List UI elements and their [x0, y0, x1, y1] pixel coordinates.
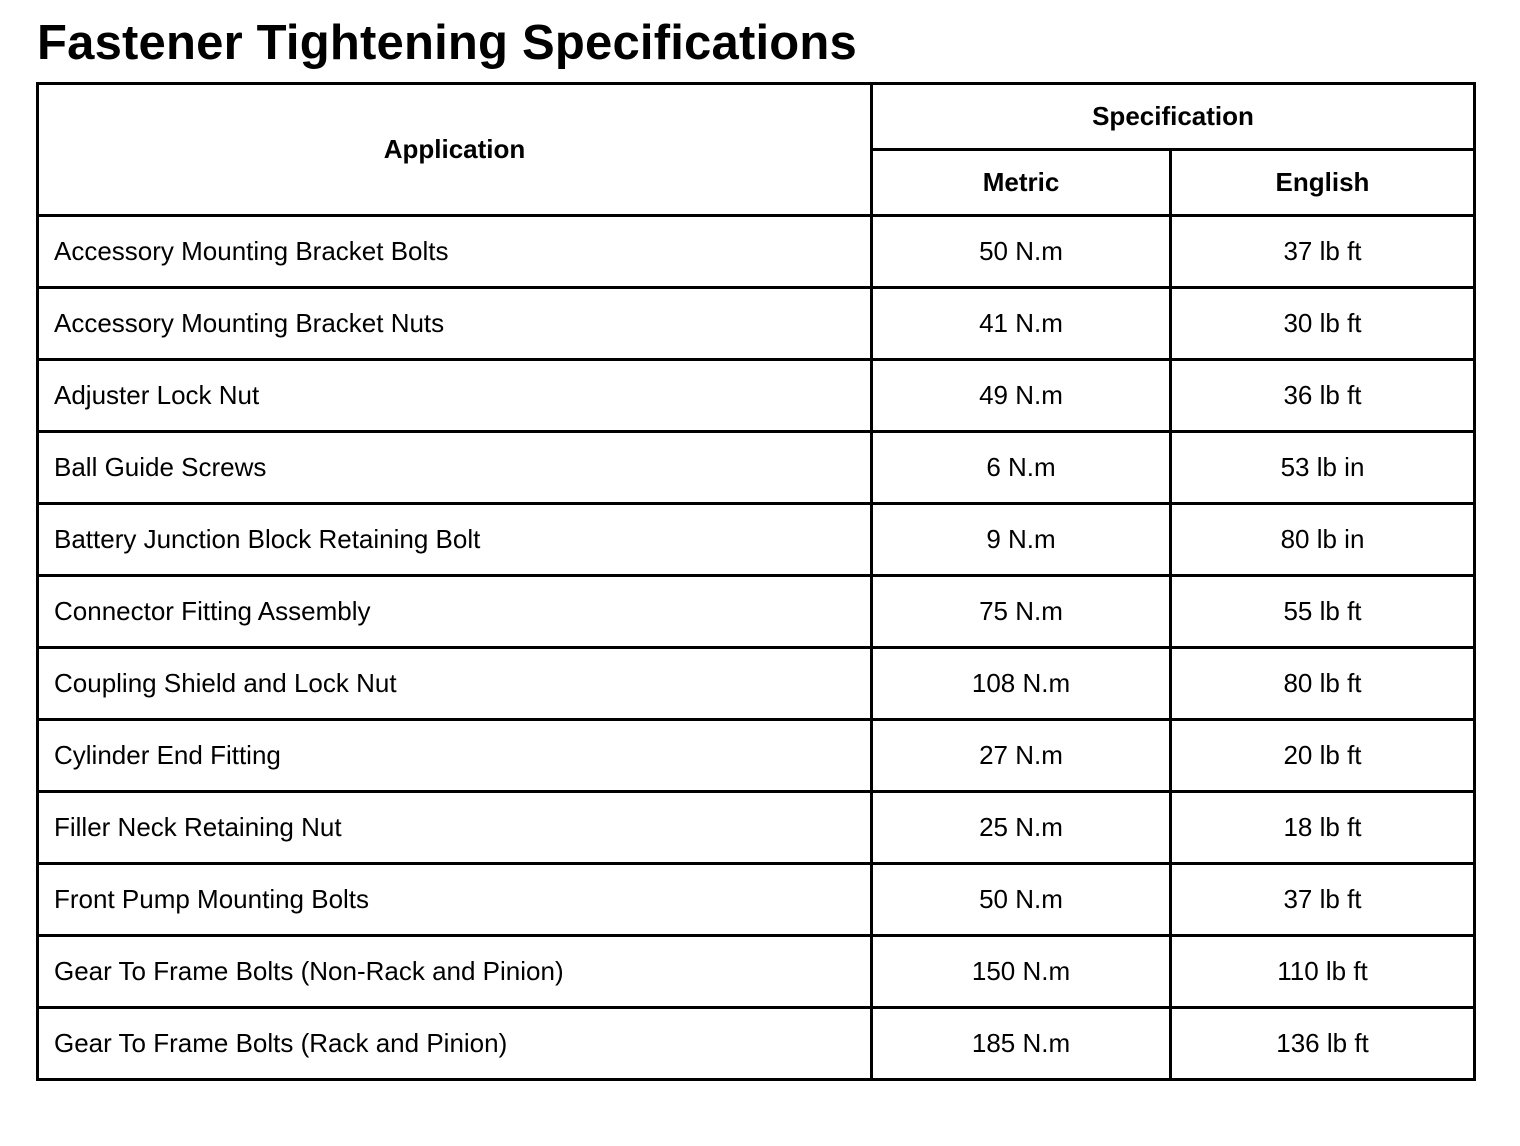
header-row: [38, 84, 1475, 150]
application-cell: Ball Guide Screws: [38, 432, 872, 504]
english-cell: 55 lb ft: [1171, 576, 1475, 648]
table-row: [38, 504, 1475, 576]
page-title: Fastener Tightening Specifications: [37, 16, 857, 70]
table-row: [38, 360, 1475, 432]
application-cell: Connector Fitting Assembly: [38, 576, 872, 648]
english-cell: 80 lb ft: [1171, 648, 1475, 720]
table-row: [38, 432, 1475, 504]
application-cell: Accessory Mounting Bracket Bolts: [38, 216, 872, 288]
table-row: [38, 216, 1475, 288]
metric-cell: 108 N.m: [872, 648, 1171, 720]
english-cell: 36 lb ft: [1171, 360, 1475, 432]
metric-cell: 9 N.m: [872, 504, 1171, 576]
fastener-spec-table: [36, 82, 1476, 1081]
english-cell: 20 lb ft: [1171, 720, 1475, 792]
english-cell: 18 lb ft: [1171, 792, 1475, 864]
table-header: [38, 84, 1475, 216]
metric-cell: 185 N.m: [872, 1008, 1171, 1080]
english-cell: 136 lb ft: [1171, 1008, 1475, 1080]
english-cell: 37 lb ft: [1171, 864, 1475, 936]
english-cell: 110 lb ft: [1171, 936, 1475, 1008]
table-row: [38, 288, 1475, 360]
metric-cell: 6 N.m: [872, 432, 1171, 504]
table-row: [38, 1008, 1475, 1080]
table-row: [38, 720, 1475, 792]
english-cell: 80 lb in: [1171, 504, 1475, 576]
application-header: Application: [38, 84, 872, 216]
application-cell: Gear To Frame Bolts (Rack and Pinion): [38, 1008, 872, 1080]
table-row: [38, 576, 1475, 648]
specification-header: Specification: [872, 84, 1475, 150]
english-cell: 37 lb ft: [1171, 216, 1475, 288]
metric-cell: 50 N.m: [872, 216, 1171, 288]
table-row: [38, 792, 1475, 864]
english-cell: 30 lb ft: [1171, 288, 1475, 360]
application-cell: Adjuster Lock Nut: [38, 360, 872, 432]
metric-cell: 49 N.m: [872, 360, 1171, 432]
metric-cell: 25 N.m: [872, 792, 1171, 864]
application-cell: Filler Neck Retaining Nut: [38, 792, 872, 864]
table-body: [38, 216, 1475, 1080]
metric-cell: 150 N.m: [872, 936, 1171, 1008]
metric-cell: 50 N.m: [872, 864, 1171, 936]
english-cell: 53 lb in: [1171, 432, 1475, 504]
application-cell: Coupling Shield and Lock Nut: [38, 648, 872, 720]
metric-cell: 75 N.m: [872, 576, 1171, 648]
table-row: [38, 648, 1475, 720]
metric-cell: 41 N.m: [872, 288, 1171, 360]
english-header: English: [1171, 150, 1475, 216]
metric-cell: 27 N.m: [872, 720, 1171, 792]
application-cell: Gear To Frame Bolts (Non-Rack and Pinion): [38, 936, 872, 1008]
application-cell: Cylinder End Fitting: [38, 720, 872, 792]
application-cell: Battery Junction Block Retaining Bolt: [38, 504, 872, 576]
application-cell: Front Pump Mounting Bolts: [38, 864, 872, 936]
table-row: [38, 936, 1475, 1008]
application-cell: Accessory Mounting Bracket Nuts: [38, 288, 872, 360]
table-row: [38, 864, 1475, 936]
metric-header: Metric: [872, 150, 1171, 216]
